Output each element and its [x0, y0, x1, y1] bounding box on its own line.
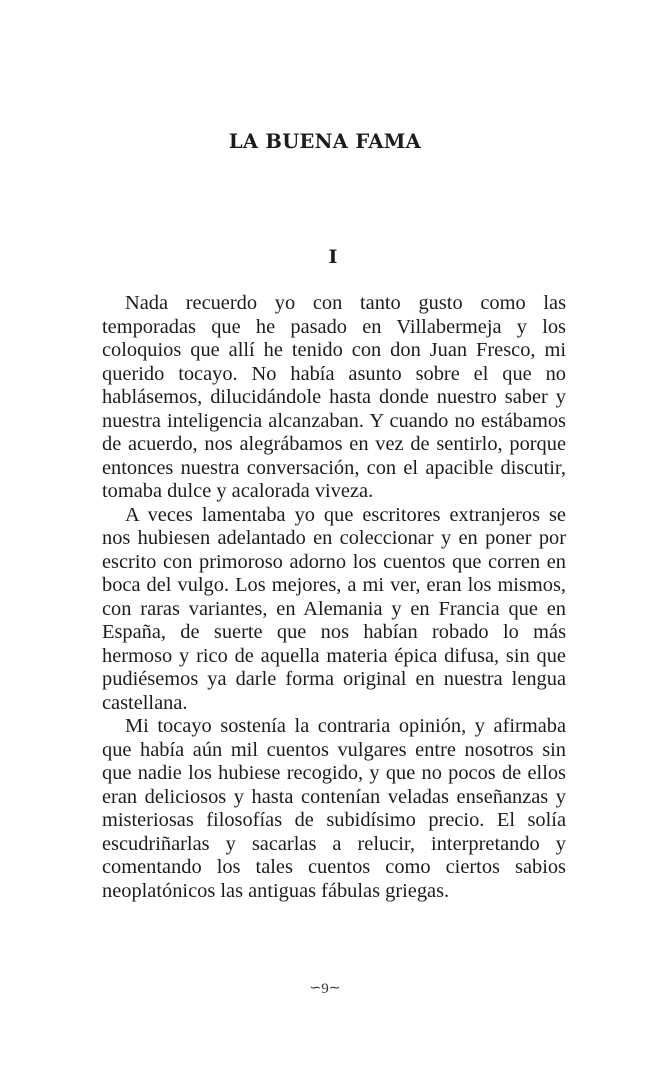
story-title: LA BUENA FAMA: [228, 130, 422, 153]
body-text: [102, 292, 566, 903]
folio-ornament-left-icon: ∽: [309, 981, 322, 996]
chapter-heading: I: [328, 246, 338, 268]
paragraph-1: Nada recuerdo yo con tanto gusto como las temporadas que he pasado en Villabermeja y los coloquios que allí he tenido con don Juan Fresco, mi querido tocayo. No había asunto sobre el que no hablásemos, dilucidándole hasta donde nuestro saber y nuestra inteligencia alcanzaban. Y cuando no estábamos de acuerdo, nos alegrábamos en vez de sentirlo, porque entonces nuestra conversación, con el apacible discutir, tomaba dulce y acalorada viveza.: [102, 292, 566, 502]
paragraph-2: A veces lamentaba yo que escritores extranjeros se nos hubiesen adelantado en coleccionar y en poner por escrito con primoroso adorno los cuentos que corren en boca del vulgo. Los mejores, a mi ver, eran los mismos, con raras variantes, en Alemania y en Francia que en España, de suerte que nos habían robado lo más hermoso y rico de aquella materia épica difusa, sin que pudiésemos ya darle forma original en nuestra lengua castellana.: [102, 503, 566, 714]
page-folio: [0, 980, 650, 998]
paragraph-3: Mi tocayo sostenía la contraria opinión, y afirmaba que había aún mil cuentos vulgares entre nosotros sin que nadie los hubiese recogido, y que no pocos de ellos eran deliciosos y hasta contenían veladas enseñanzas y misteriosas filosofías de subidísimo precio. El solía escudriñarlas y sacarlas a relucir, interpretando y comentando los tales cuentos como ciertos sabios neoplatónicos las antiguas fábulas griegas.: [102, 715, 566, 902]
folio-ornament-right-icon: ∼: [328, 981, 341, 996]
page-number: 9: [321, 981, 329, 997]
